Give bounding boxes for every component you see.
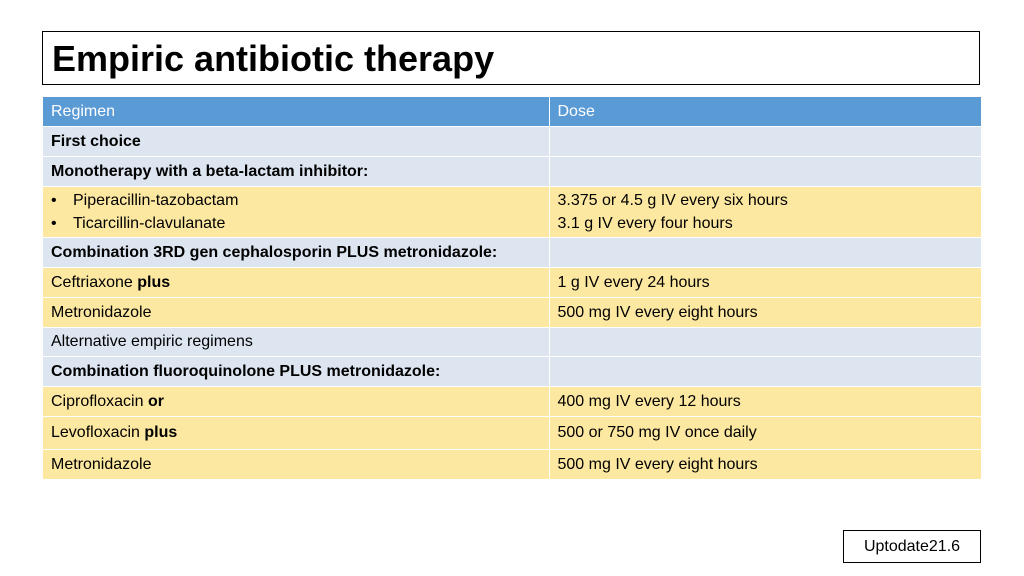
- drug-connector: plus: [144, 424, 178, 441]
- header-dose: Dose: [549, 97, 981, 127]
- drug-name: Ceftriaxone: [51, 273, 138, 291]
- regimen-cell: Metronidazole: [43, 450, 549, 480]
- dose-cell: [549, 328, 981, 357]
- regimen-cell: [43, 187, 549, 238]
- dose-cell: 500 or 750 mg IV once daily: [549, 417, 981, 450]
- table-row-first-choice: [43, 127, 981, 157]
- page-title: Empiric antibiotic therapy: [52, 38, 495, 79]
- dose-line: 3.375 or 4.5 g IV every six hours: [557, 192, 788, 209]
- source-citation: Uptodate21.6: [843, 530, 981, 563]
- dose-cell: 500 mg IV every eight hours: [549, 298, 981, 328]
- drug-name: Ticarcillin-clavulanate: [73, 215, 226, 232]
- drug-name: Ciprofloxacin: [51, 392, 148, 410]
- regimen-cell: [43, 268, 549, 298]
- table-header-row: [43, 97, 981, 127]
- bullet-icon: •: [51, 192, 57, 209]
- table-row-monotherapy: [43, 157, 981, 187]
- table-row-metronidazole: [43, 298, 981, 328]
- regimen-cell: [43, 417, 549, 450]
- drug-list: [51, 189, 541, 235]
- dose-line: 3.1 g IV every four hours: [557, 215, 733, 232]
- header-regimen: Regimen: [43, 97, 549, 127]
- title-box: [42, 31, 980, 85]
- table-row-ciprofloxacin: [43, 387, 981, 417]
- regimen-cell: First choice: [43, 127, 549, 157]
- table-row-metronidazole: [43, 450, 981, 480]
- regimen-table: [43, 97, 981, 480]
- regimen-cell: Combination fluoroquinolone PLUS metronidazole:: [43, 357, 549, 387]
- regimen-cell: [43, 387, 549, 417]
- dose-cell: [549, 157, 981, 187]
- table-row-levofloxacin: [43, 417, 981, 450]
- table-row-beta-lactam: [43, 187, 981, 238]
- dose-cell: 500 mg IV every eight hours: [549, 450, 981, 480]
- regimen-cell: Alternative empiric regimens: [43, 328, 549, 357]
- table-row-ceftriaxone: [43, 268, 981, 298]
- list-item: [51, 212, 541, 235]
- list-item: [51, 189, 541, 212]
- bullet-icon: •: [51, 215, 57, 232]
- dose-cell: [549, 187, 981, 238]
- dose-cell: [549, 357, 981, 387]
- table-row-combination-cephalosporin: [43, 238, 981, 268]
- dose-cell: 1 g IV every 24 hours: [549, 268, 981, 298]
- table-row-combination-fluoroquinolone: [43, 357, 981, 387]
- dose-cell: [549, 127, 981, 157]
- regimen-cell: Metronidazole: [43, 298, 549, 328]
- drug-connector: or: [147, 392, 164, 410]
- regimen-cell: Combination 3RD gen cephalosporin PLUS metronidazole:: [43, 238, 549, 268]
- dose-cell: 400 mg IV every 12 hours: [549, 387, 981, 417]
- dose-cell: [549, 238, 981, 268]
- drug-connector: plus: [137, 273, 171, 291]
- drug-name: Piperacillin-tazobactam: [73, 192, 239, 209]
- regimen-cell: Monotherapy with a beta-lactam inhibitor:: [43, 157, 549, 187]
- drug-name: Levofloxacin: [51, 424, 145, 441]
- table-row-alternative: [43, 328, 981, 357]
